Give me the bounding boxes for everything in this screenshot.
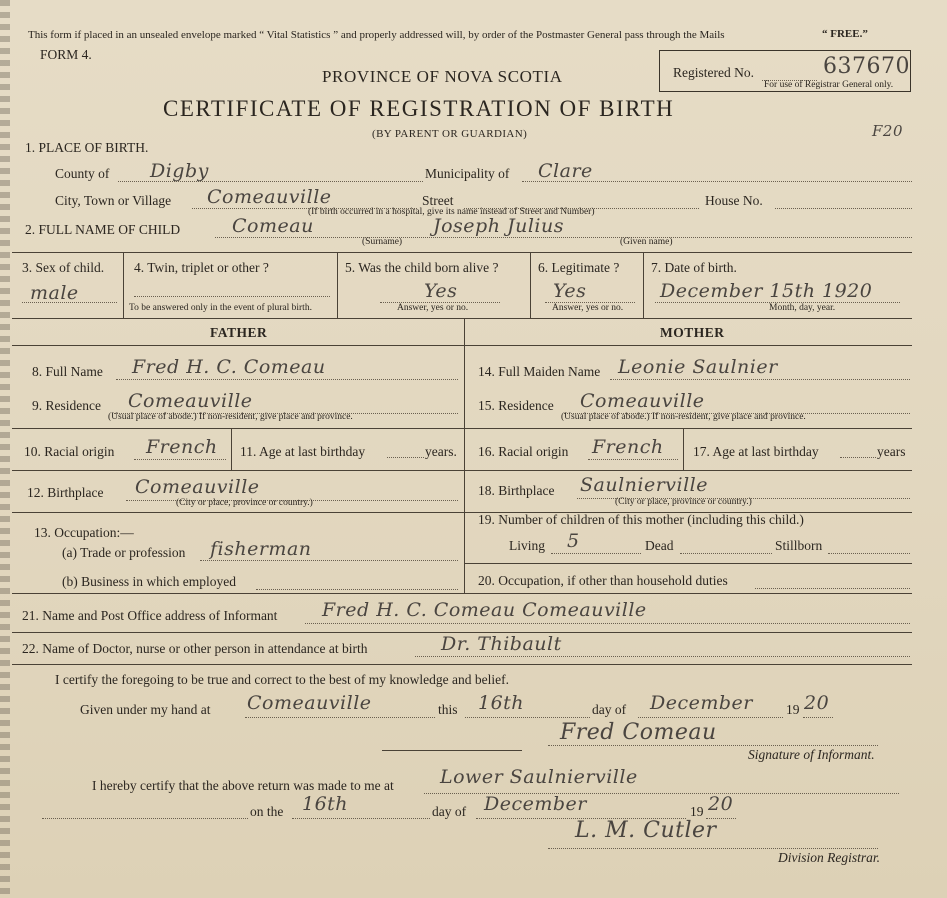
child-name-label: 2. FULL NAME OF CHILD xyxy=(25,222,181,237)
mother-racial-value: French xyxy=(592,436,664,458)
mother-birthplace-label: 18. Birthplace xyxy=(478,483,555,498)
this-label: this xyxy=(438,702,458,717)
house-number-label: House No. xyxy=(705,193,763,208)
legitimate-caption: Answer, yes or no. xyxy=(552,303,624,313)
registered-label: Registered No. xyxy=(673,65,754,80)
day-of-label: day of xyxy=(592,702,627,717)
mother-age-unit: years xyxy=(877,444,906,459)
child-given-name: Joseph Julius xyxy=(433,215,564,237)
doctor-value: Dr. Thibault xyxy=(441,633,562,655)
registrar-day-of-label: day of xyxy=(432,804,467,819)
informant-signature-caption: Signature of Informant. xyxy=(748,747,875,762)
sex-value: male xyxy=(30,282,79,304)
registrar-day-value: 16th xyxy=(302,793,349,815)
form-number: FORM 4. xyxy=(40,47,92,62)
father-age-label: 11. Age at last birthday xyxy=(240,444,366,459)
born-alive-caption: Answer, yes or no. xyxy=(397,303,469,313)
street-label: Street xyxy=(422,193,454,208)
year-prefix: 19 xyxy=(786,702,800,717)
mother-name-label: 14. Full Maiden Name xyxy=(478,364,601,379)
informant-label: 21. Name and Post Office address of Informant xyxy=(22,608,278,623)
informant-signature: Fred Comeau xyxy=(560,720,717,745)
hospital-note: (If birth occurred in a hospital, give its name instead of Street and Number) xyxy=(308,207,595,217)
perforated-edge xyxy=(0,0,10,898)
given-name-caption: (Given name) xyxy=(620,237,673,247)
certificate-title: CERTIFICATE OF REGISTRATION OF BIRTH xyxy=(163,96,675,121)
stillborn-label: Stillborn xyxy=(775,538,823,553)
registrar-caption: Division Registrar. xyxy=(778,850,881,865)
surname-caption: (Surname) xyxy=(362,237,403,247)
month-value: December xyxy=(650,692,753,714)
doctor-label: 22. Name of Doctor, nurse or other person in attendance at birth xyxy=(22,641,368,656)
mother-residence-note: (Usual place of abode.) If non-resident, give place and province. xyxy=(561,412,806,422)
father-name-value: Fred H. C. Comeau xyxy=(132,356,326,378)
living-label: Living xyxy=(509,538,545,553)
date-caption: Month, day, year. xyxy=(769,303,836,313)
province-heading: PROVINCE OF NOVA SCOTIA xyxy=(322,67,563,86)
free-mark: “ FREE.” xyxy=(822,28,868,40)
living-value: 5 xyxy=(567,530,580,552)
business-label: (b) Business in which employed xyxy=(62,574,236,589)
municipality-value: Clare xyxy=(538,160,593,182)
father-racial-label: 10. Racial origin xyxy=(24,444,115,459)
father-residence-label: 9. Residence xyxy=(32,398,101,413)
mother-occupation-label: 20. Occupation, if other than household duties xyxy=(478,573,728,588)
father-residence-value: Comeauville xyxy=(128,390,253,412)
mother-birthplace-note: (City or place, province or country.) xyxy=(615,497,752,507)
born-alive-value: Yes xyxy=(424,280,458,302)
year-value: 20 xyxy=(804,692,830,714)
twin-label: 4. Twin, triplet or other ? xyxy=(134,260,269,275)
father-name-label: 8. Full Name xyxy=(32,364,103,379)
father-birthplace-note: (City or place, province or country.) xyxy=(176,498,313,508)
registrar-signature: L. M. Cutler xyxy=(575,818,717,843)
father-racial-value: French xyxy=(146,436,218,458)
registrar-place-value: Lower Saulnierville xyxy=(440,766,638,788)
trade-label: (a) Trade or profession xyxy=(62,545,186,560)
father-age-unit: years. xyxy=(425,444,457,459)
dead-label: Dead xyxy=(645,538,674,553)
twin-note: To be answered only in the event of plural birth. xyxy=(129,303,312,313)
given-under-hand-label: Given under my hand at xyxy=(80,702,211,717)
informant-value: Fred H. C. Comeau Comeauville xyxy=(322,599,647,621)
registrar-month-value: December xyxy=(484,793,587,815)
born-alive-label: 5. Was the child born alive ? xyxy=(345,260,499,275)
father-residence-note: (Usual place of abode.) If non-resident, give place and province. xyxy=(108,412,353,422)
mother-residence-label: 15. Residence xyxy=(478,398,554,413)
child-surname: Comeau xyxy=(232,215,314,237)
registrar-use-note: For use of Registrar General only. xyxy=(764,80,894,90)
city-value: Comeauville xyxy=(207,186,332,208)
registered-number: 637670 xyxy=(823,54,910,79)
registrar-year-prefix: 19 xyxy=(690,804,704,819)
legitimate-value: Yes xyxy=(553,280,587,302)
certificate-subtitle: (BY PARENT OR GUARDIAN) xyxy=(372,128,528,140)
mother-children-label: 19. Number of children of this mother (including this child.) xyxy=(478,512,804,527)
mother-residence-value: Comeauville xyxy=(580,390,705,412)
sex-label: 3. Sex of child. xyxy=(22,260,105,275)
mother-age-label: 17. Age at last birthday xyxy=(693,444,819,459)
on-the-label: on the xyxy=(250,804,284,819)
mail-notice: This form if placed in an unsealed envelope marked “ Vital Statistics ” and properly addressed will, by order of the Postmaster General pass through the Mails xyxy=(28,29,725,41)
legitimate-label: 6. Legitimate ? xyxy=(538,260,620,275)
father-birthplace-value: Comeauville xyxy=(135,476,260,498)
date-of-birth-value: December 15th 1920 xyxy=(660,280,873,302)
given-place-value: Comeauville xyxy=(247,692,372,714)
registrar-year-value: 20 xyxy=(708,793,734,815)
place-of-birth-heading: 1. PLACE OF BIRTH. xyxy=(25,140,149,155)
registrar-statement: I hereby certify that the above return was made to me at xyxy=(92,778,394,793)
mother-birthplace-value: Saulnierville xyxy=(580,474,709,496)
day-value: 16th xyxy=(478,692,525,714)
city-label: City, Town or Village xyxy=(55,193,172,208)
mother-name-value: Leonie Saulnier xyxy=(618,356,778,378)
county-label: County of xyxy=(55,166,110,181)
trade-value: fisherman xyxy=(210,538,312,560)
county-value: Digby xyxy=(150,160,209,182)
certify-statement: I certify the foregoing to be true and correct to the best of my knowledge and belief. xyxy=(55,672,509,687)
father-birthplace-label: 12. Birthplace xyxy=(27,485,104,500)
corner-mark: F20 xyxy=(872,122,903,140)
father-heading: FATHER xyxy=(210,325,268,340)
mother-heading: MOTHER xyxy=(660,325,725,340)
municipality-label: Municipality of xyxy=(425,166,510,181)
father-occupation-label: 13. Occupation:— xyxy=(34,525,134,540)
date-of-birth-label: 7. Date of birth. xyxy=(651,260,737,275)
mother-racial-label: 16. Racial origin xyxy=(478,444,569,459)
